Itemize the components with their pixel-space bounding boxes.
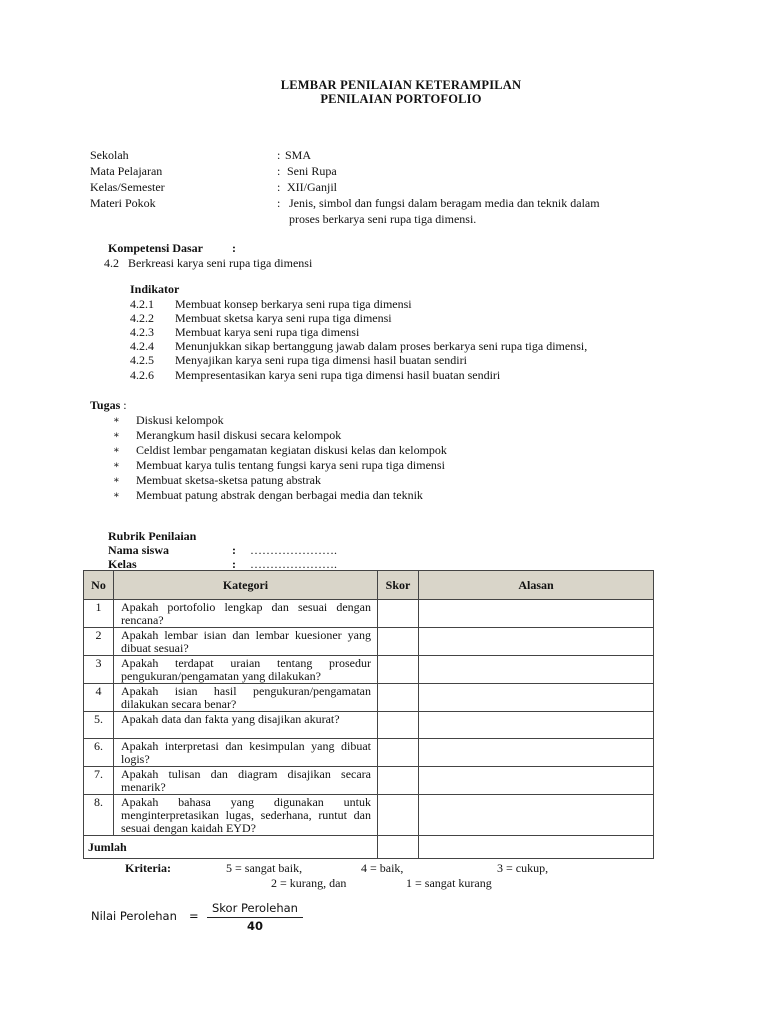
kriteria-2: 2 = kurang, dan	[271, 876, 347, 890]
info-value-sekolah: SMA	[285, 148, 312, 162]
tugas-item: Membuat patung abstrak dengan berbagai media dan teknik	[136, 488, 423, 502]
alasan-cell[interactable]	[419, 767, 654, 795]
row-number: 2	[95, 628, 102, 642]
alasan-cell[interactable]	[419, 628, 654, 656]
indikator-item: Membuat karya seni rupa tiga dimensi	[175, 325, 360, 339]
row-number: 5.	[94, 712, 103, 726]
info-label-materi: Materi Pokok	[90, 196, 156, 210]
alasan-cell[interactable]	[419, 739, 654, 767]
info-label-mapel: Mata Pelajaran	[90, 164, 163, 178]
skor-cell[interactable]	[378, 628, 419, 656]
table-row	[84, 656, 654, 684]
bullet-icon: ∗	[113, 490, 120, 501]
nilai-label: Nilai Perolehan	[91, 909, 177, 923]
table-row	[84, 600, 654, 628]
info-colon: :	[277, 148, 281, 162]
indikator-item: Membuat sketsa karya seni rupa tiga dimensi	[175, 311, 392, 325]
jumlah-alasan-cell[interactable]	[419, 836, 654, 859]
row-kategori: Apakah portofolio lengkap dan sesuai dengan rencana?	[121, 600, 371, 627]
table-row	[84, 628, 654, 656]
nilai-denominator: 40	[246, 919, 263, 933]
row-number: 3	[95, 656, 102, 670]
info-colon: :	[277, 164, 281, 178]
table-row	[84, 739, 654, 767]
nama-siswa-field[interactable]: ………………….	[250, 543, 337, 557]
tugas-item: Membuat sketsa-sketsa patung abstrak	[136, 473, 321, 487]
bullet-icon: ∗	[113, 415, 120, 426]
alasan-cell[interactable]	[419, 600, 654, 628]
skor-cell[interactable]	[378, 739, 419, 767]
kd-text: Berkreasi karya seni rupa tiga dimensi	[128, 256, 313, 270]
info-colon: :	[277, 180, 281, 194]
kd-colon: :	[232, 241, 236, 255]
row-kategori: Apakah bahasa yang digunakan untuk menginterpretasikan lugas, sederhana, runtut dan sesuai dengan kaidah EYD?	[121, 795, 371, 835]
jumlah-skor-cell[interactable]	[378, 836, 419, 859]
info-value-materi: Jenis, simbol dan fungsi dalam beragam media dan teknik dalam	[289, 196, 600, 210]
kriteria-5: 5 = sangat baik,	[226, 861, 303, 875]
indikator-num: 4.2.2	[130, 311, 154, 325]
tugas-colon: :	[120, 398, 127, 412]
indikator-item: Membuat konsep berkarya seni rupa tiga dimensi	[175, 297, 412, 311]
indikator-item: Menunjukkan sikap bertanggung jawab dalam proses berkarya seni rupa tiga dimensi,	[175, 339, 588, 353]
indikator-num: 4.2.6	[130, 368, 154, 382]
header-alasan: Alasan	[419, 571, 654, 600]
info-value-mapel: Seni Rupa	[287, 164, 337, 178]
nilai-numerator: Skor Perolehan	[212, 901, 298, 915]
skor-cell[interactable]	[378, 712, 419, 739]
bullet-icon: ∗	[113, 460, 120, 471]
nama-siswa-colon: :	[232, 543, 236, 557]
kriteria-4: 4 = baik,	[361, 861, 404, 875]
skor-cell[interactable]	[378, 684, 419, 712]
info-value-kelas: XII/Ganjil	[287, 180, 337, 194]
header-kategori: Kategori	[114, 571, 378, 600]
nama-siswa-label: Nama siswa	[108, 543, 170, 557]
table-row	[84, 712, 654, 739]
bullet-icon: ∗	[113, 430, 120, 441]
skor-cell[interactable]	[378, 795, 419, 836]
tugas-item: Merangkum hasil diskusi secara kelompok	[136, 428, 342, 442]
info-value-materi-cont: proses berkarya seni rupa tiga dimensi.	[289, 212, 477, 226]
info-label-kelas: Kelas/Semester	[90, 180, 165, 194]
rubrik-table	[83, 570, 654, 859]
tugas-heading-line	[90, 398, 127, 412]
bullet-icon: ∗	[113, 475, 120, 486]
kriteria-1: 1 = sangat kurang	[406, 876, 492, 890]
skor-cell[interactable]	[378, 656, 419, 684]
info-label-sekolah: Sekolah	[90, 148, 129, 162]
row-number: 7.	[94, 767, 103, 781]
row-kategori: Apakah data dan fakta yang disajikan akurat?	[121, 712, 340, 726]
indikator-heading: Indikator	[130, 282, 180, 296]
table-row	[84, 767, 654, 795]
table-row	[84, 684, 654, 712]
header-no: No	[84, 571, 114, 600]
fraction-bar	[207, 917, 303, 918]
kelas-label: Kelas	[108, 557, 137, 571]
row-kategori: Apakah lembar isian dan lembar kuesioner yang dibuat sesuai?	[121, 628, 371, 655]
rubrik-heading: Rubrik Penilaian	[108, 529, 197, 543]
jumlah-row	[84, 836, 654, 859]
page-title: LEMBAR PENILAIAN KETERAMPILAN	[280, 78, 522, 92]
kriteria-3: 3 = cukup,	[497, 861, 549, 875]
tugas-item: Celdist lembar pengamatan kegiatan diskusi kelas dan kelompok	[136, 443, 447, 457]
bullet-icon: ∗	[113, 445, 120, 456]
kelas-colon: :	[232, 557, 236, 571]
alasan-cell[interactable]	[419, 684, 654, 712]
tugas-item: Diskusi kelompok	[136, 413, 224, 427]
row-kategori: Apakah tulisan dan diagram disajikan secara menarik?	[121, 767, 371, 794]
tugas-item: Membuat karya tulis tentang fungsi karya seni rupa tiga dimensi	[136, 458, 445, 472]
row-kategori: Apakah terdapat uraian tentang prosedur pengukuran/pengamatan yang dilakukan?	[121, 656, 371, 683]
kd-number: 4.2	[104, 256, 119, 270]
indikator-num: 4.2.1	[130, 297, 154, 311]
skor-cell[interactable]	[378, 767, 419, 795]
row-number: 8.	[94, 795, 103, 809]
nilai-equals: =	[189, 909, 199, 923]
info-colon: :	[277, 196, 281, 210]
kriteria-label: Kriteria:	[125, 861, 171, 875]
row-kategori: Apakah interpretasi dan kesimpulan yang dibuat logis?	[121, 739, 371, 766]
alasan-cell[interactable]	[419, 712, 654, 739]
indikator-item: Mempresentasikan karya seni rupa tiga dimensi hasil buatan sendiri	[175, 368, 501, 382]
row-number: 6.	[94, 739, 103, 753]
row-number: 4	[95, 684, 102, 698]
jumlah-label: Jumlah	[84, 836, 378, 859]
indikator-num: 4.2.3	[130, 325, 154, 339]
alasan-cell[interactable]	[419, 795, 654, 836]
table-header-row	[84, 571, 654, 600]
header-skor: Skor	[378, 571, 419, 600]
indikator-num: 4.2.5	[130, 353, 154, 367]
table-row	[84, 795, 654, 836]
page-subtitle: PENILAIAN PORTOFOLIO	[320, 92, 482, 106]
tugas-heading: Tugas	[90, 398, 121, 412]
row-number: 1	[95, 600, 102, 614]
kelas-field[interactable]: ………………….	[250, 557, 337, 571]
indikator-item: Menyajikan karya seni rupa tiga dimensi hasil buatan sendiri	[175, 353, 467, 367]
row-kategori: Apakah isian hasil pengukuran/pengamatan dilakukan secara benar?	[121, 684, 371, 711]
alasan-cell[interactable]	[419, 656, 654, 684]
skor-cell[interactable]	[378, 600, 419, 628]
kd-heading: Kompetensi Dasar	[108, 241, 203, 255]
indikator-num: 4.2.4	[130, 339, 154, 353]
